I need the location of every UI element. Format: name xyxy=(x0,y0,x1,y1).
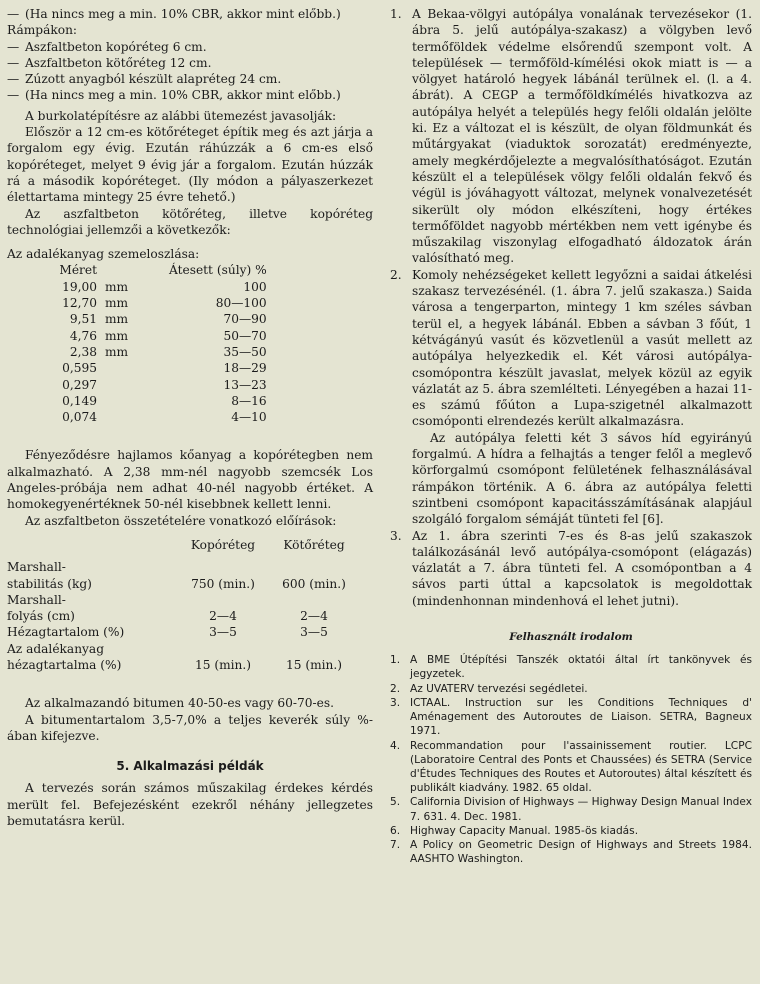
column-header-size: Méret xyxy=(59,263,97,278)
table-row xyxy=(7,393,267,409)
list-item xyxy=(7,6,373,22)
binder-value xyxy=(269,559,359,575)
wearing-value xyxy=(177,592,269,608)
reference-item xyxy=(390,739,752,796)
passing-cell: 50—70 xyxy=(223,328,267,343)
bitumen-content-paragraph: A bitumentartalom 3,5-7,0% a teljes keverék súly %-ában kifejezve. xyxy=(7,712,373,743)
reference-number: 3. xyxy=(390,696,401,709)
item-text-continued: Az autópálya feletti két 3 sávos híd egyirányú forgalmú. A hídra a felhajtás a tenger felől a meglevő körforgalmú csomópont felületének felhasználásával rámpákon történik. A 6. ábra az autópálya feletti szintbeni csomópont kapacitásszámításának alapjául szolgáló forgalom sémáját tünteti fel [6]. xyxy=(412,430,752,527)
table-header-row xyxy=(7,537,359,553)
binder-value xyxy=(269,592,359,608)
size-cell: 0,074 xyxy=(62,410,97,425)
column-header-binder: Kötőréteg xyxy=(283,537,345,552)
item-text: A Bekaa-völgyi autópálya vonalának tervezésekor (1. ábra 5. jelű autópálya-szakasz) a völgyben levő termőföldek védelme elsőrendű szempont volt. A települések — termőföld-kímélési okok miatt is — a völgyet határoló hegyek lábánál terülnek el. (l. a 4. ábrát). A CEGP a termőföldkímélés hivatkozva az autópálya helyét a település hegy felőli oldalán jelölte ki. Ez a változat el is készült, de olyan földmunkát és műtárgyakat (viaduktok sorozatát) eredményezte, amely megkérdőjelezte a megvalósíthatóságot. Ezután készült el a települések völgy felőli oldalán fekvő és végül is jóváhagyott változat, melynek vonalvezetését sikerült oly módon elkészíteni, hogy értékes termőföldet nagyobb mértékben nem vett igénybe és műszakilag viszonylag elfogadható áldozatok árán valósítható meg. xyxy=(412,7,752,266)
reference-text: A Policy on Geometric Design of Highways and Streets 1984. AASHTO Washington. xyxy=(410,838,752,866)
reference-list xyxy=(390,653,752,866)
list-item xyxy=(7,39,373,55)
reference-number: 6. xyxy=(390,824,401,837)
dash-mark: — xyxy=(7,88,20,103)
dash-mark: — xyxy=(7,7,20,21)
list-item xyxy=(7,55,373,71)
column-header-passing: Átesett (súly) % xyxy=(169,263,267,278)
passing-cell: 4—10 xyxy=(231,410,267,425)
size-cell: 4,76 xyxy=(69,328,97,343)
item-text: Az 1. ábra szerinti 7-es és 8-as jelű szakaszok találkozásánál levő autópálya-csomópont (elágazás) vázlatát a 7. ábra tünteti fel. A csomópontban a 4 sávos parti úttal a kapcsolatok is megoldottak (mindenhonnan mindenhová el lehet jutni). xyxy=(412,528,752,608)
wearing-value xyxy=(177,559,269,575)
property-label: hézagtartalma (%) xyxy=(7,657,122,672)
binder-value xyxy=(269,641,359,657)
table-row xyxy=(7,576,359,592)
asphalt-property-table xyxy=(7,537,359,673)
reference-item xyxy=(390,838,752,866)
passing-cell: 13—23 xyxy=(223,377,267,392)
property-label: Az adalékanyag xyxy=(7,641,104,656)
list-item xyxy=(7,71,373,87)
table-row xyxy=(7,360,267,376)
polish-paragraph: Fényeződésre hajlamos kőanyag a kopórétegben nem alkalmazható. A 2,38 mm-nél nagyobb szemcsék Los Angeles-próbája nem adhat 40-nél nagyobb értéket. A homokegyenértéknek 50-nél kisebbnek kellett lenni. xyxy=(7,448,373,512)
dash-mark: — xyxy=(7,55,20,70)
passing-cell: 35—50 xyxy=(223,344,267,359)
reference-item xyxy=(390,795,752,823)
unit-cell: mm xyxy=(105,344,129,359)
passing-cell: 70—90 xyxy=(223,312,267,327)
item-number: 1. xyxy=(390,7,402,21)
size-cell: 0,149 xyxy=(62,393,97,408)
size-cell: 0,297 xyxy=(62,377,97,392)
binder-value: 2—4 xyxy=(300,609,328,624)
table-row xyxy=(7,641,359,657)
reference-item xyxy=(390,824,752,838)
wearing-value: 15 (min.) xyxy=(194,657,252,672)
unit-cell xyxy=(105,360,149,376)
size-cell: 12,70 xyxy=(62,296,97,311)
left-column xyxy=(7,6,373,829)
table-row xyxy=(7,295,267,311)
dash-text: Aszfaltbeton kötőréteg 12 cm. xyxy=(25,55,212,70)
unit-cell: mm xyxy=(105,328,129,343)
reference-item xyxy=(390,682,752,696)
schedule-paragraph: Először a 12 cm-es kötőréteget építik meg és azt járja a forgalom egy évig. Ezután ráhúzzák a 6 cm-es első kopóréteget, melyet 9 évig jár a forgalom. Ezután húzzák rá a második kopóréteget. (Ily módon a pályaszerkezet élettartama mintegy 25 évre tehető.) xyxy=(7,125,373,205)
table-row xyxy=(7,279,267,295)
passing-cell: 80—100 xyxy=(215,296,267,311)
unit-cell xyxy=(105,393,149,409)
reference-text: Recommandation pour l'assainissement routier. LCPC (Laboratoire Central des Ponts et Chaussées) és SETRA (Service d'Études Techniques des Routes et Autoroutes) által készített és publikált kiadvány. 1982. 65 oldal. xyxy=(410,739,752,795)
reference-number: 4. xyxy=(390,739,401,752)
dash-text: Aszfaltbeton kopóréteg 6 cm. xyxy=(25,39,207,54)
table-header-row xyxy=(7,262,267,278)
passing-cell: 18—29 xyxy=(223,361,267,376)
passing-cell: 8—16 xyxy=(231,393,267,408)
binder-value: 3—5 xyxy=(300,625,328,640)
property-label: Marshall- xyxy=(7,560,66,575)
reference-number: 1. xyxy=(390,654,401,667)
table-row xyxy=(7,559,359,575)
bitumen-paragraph: Az alkalmazandó bitumen 40-50-es vagy 60-70-es. xyxy=(25,696,335,711)
property-label: stabilitás (kg) xyxy=(7,576,92,591)
passing-cell: 100 xyxy=(243,279,267,294)
examples-paragraph: A tervezés során számos műszakilag érdekes kérdés merült fel. Befejezésként ezekről néhány jellegzetes bemutatásra kerül. xyxy=(7,781,373,829)
column-header-wearing: Kopóréteg xyxy=(190,537,256,552)
dash-mark: — xyxy=(7,39,20,54)
table-row xyxy=(7,328,267,344)
section-heading: 5. Alkalmazási példák xyxy=(116,759,264,774)
property-label: Hézagtartalom (%) xyxy=(7,625,125,640)
binder-value: 15 (min.) xyxy=(285,657,343,672)
size-cell: 0,595 xyxy=(62,361,97,376)
references-heading: Felhasznált irodalom xyxy=(509,630,633,643)
tech-paragraph: Az aszfaltbeton kötőréteg, illetve kopóréteg technológiai jellemzői a következők: xyxy=(7,206,373,237)
grading-title: Az adalékanyag szemeloszlása: xyxy=(7,247,200,262)
reference-number: 7. xyxy=(390,838,401,851)
example-item xyxy=(390,6,752,267)
item-number: 2. xyxy=(390,267,402,282)
list-item xyxy=(7,87,373,103)
ramp-heading: Rámpákon: xyxy=(7,23,78,38)
grading-table xyxy=(7,262,267,425)
table-row xyxy=(7,344,267,360)
wearing-value: 3—5 xyxy=(209,625,237,640)
dash-text: (Ha nincs meg a min. 10% CBR, akkor mint előbb.) xyxy=(25,88,341,103)
unit-cell: mm xyxy=(105,312,129,327)
reference-number: 5. xyxy=(390,796,401,809)
right-column xyxy=(390,6,752,866)
table-row xyxy=(7,657,359,673)
size-cell: 9,51 xyxy=(69,312,97,327)
reference-item xyxy=(390,653,752,681)
schedule-intro: A burkolatépítésre az alábbi ütemezést javasolják: xyxy=(25,108,337,123)
reference-text: A BME Útépítési Tanszék oktatói által írt tankönyvek és jegyzetek. xyxy=(410,654,752,681)
wearing-value: 2—4 xyxy=(209,609,237,624)
table-row xyxy=(7,377,267,393)
reference-item xyxy=(390,696,752,739)
unit-cell: mm xyxy=(105,279,129,294)
wearing-value xyxy=(177,641,269,657)
item-text: Komoly nehézségeket kellett legyőzni a saidai átkelési szakasz tervezésénél. (1. ábra 7. jelű szakasza.) Saida városa a tengerparton, mintegy 1 km széles sávban terül el, a hegyek lábánál. Ebben a sávban 3 főút, 1 kétvágányú vasút és közvetlenül a vasút mellett az autópálya helyezkedik el. Két városi autópálya-csomópontra készült javaslat, melyek közül az egyik vázlatát az 5. ábra szemlélteti. Lényegében a hazai 11-es számú főúton a Lupa-szigetnél alkalmazott csomóponti elrendezés került alkalmazásra. xyxy=(412,267,752,429)
size-cell: 19,00 xyxy=(62,279,97,294)
dash-mark: — xyxy=(7,72,20,87)
dash-text: (Ha nincs meg a min. 10% CBR, akkor mint előbb.) xyxy=(25,7,341,21)
table-row xyxy=(7,624,359,640)
example-item xyxy=(390,267,752,528)
wearing-value: 750 (min.) xyxy=(191,576,255,591)
table-row xyxy=(7,608,359,624)
size-cell: 2,38 xyxy=(69,344,97,359)
dash-text: Zúzott anyagból készült alapréteg 24 cm. xyxy=(25,72,282,87)
unit-cell xyxy=(105,409,149,425)
reference-text: Highway Capacity Manual. 1985-ös kiadás. xyxy=(410,824,639,837)
reference-text: California Division of Highways — Highway Design Manual Index 7. 631. 4. Dec. 1981. xyxy=(410,796,752,823)
reference-number: 2. xyxy=(390,682,401,695)
reference-text: Az UVATERV tervezési segédletei. xyxy=(410,682,588,695)
item-number: 3. xyxy=(390,528,402,543)
table-row xyxy=(7,409,267,425)
property-label: folyás (cm) xyxy=(7,609,75,624)
table-row xyxy=(7,311,267,327)
property-label: Marshall- xyxy=(7,592,66,607)
example-item xyxy=(390,528,752,609)
asphalt-paragraph: Az aszfaltbeton összetételére vonatkozó előírások: xyxy=(25,513,337,528)
reference-text: ICTAAL. Instruction sur les Conditions Techniques d' Aménagement des Autoroutes de Liaison. SETRA, Bagneux 1971. xyxy=(410,696,752,738)
table-row xyxy=(7,592,359,608)
binder-value: 600 (min.) xyxy=(282,576,346,591)
unit-cell: mm xyxy=(105,296,129,311)
unit-cell xyxy=(105,377,149,393)
